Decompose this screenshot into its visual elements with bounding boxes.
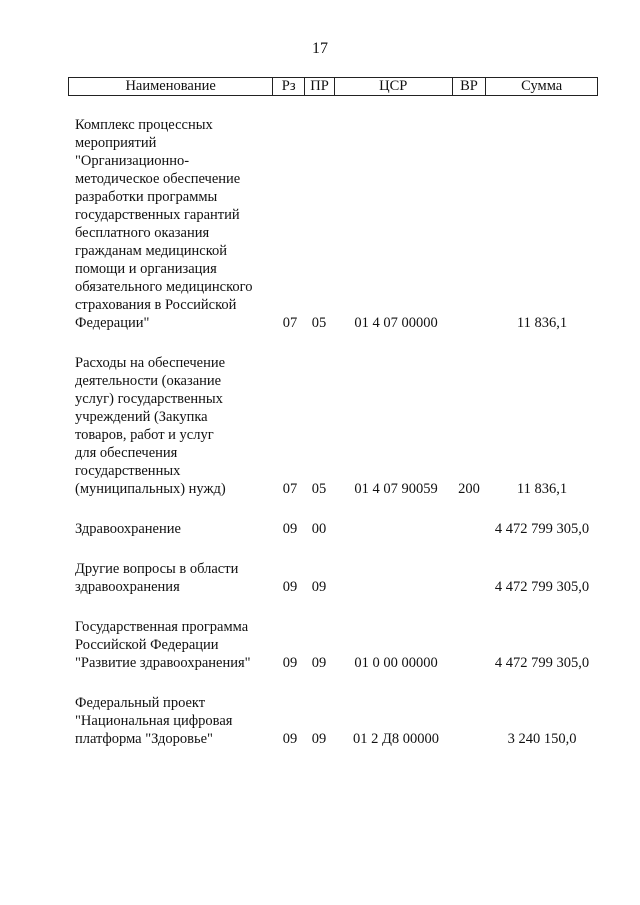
row-sum: 4 472 799 305,0 bbox=[494, 521, 590, 537]
header-pr: ПР bbox=[304, 78, 334, 95]
header-sum: Сумма bbox=[485, 78, 597, 95]
row-name: Здравоохранение bbox=[75, 521, 181, 537]
table-row bbox=[68, 560, 598, 596]
table-row bbox=[68, 618, 598, 672]
row-rz: 07 bbox=[282, 315, 298, 331]
table-header bbox=[68, 77, 598, 96]
table-row bbox=[68, 520, 598, 538]
row-pr: 09 bbox=[311, 655, 327, 671]
header-vr: ВР bbox=[452, 78, 486, 95]
page-number: 17 bbox=[312, 40, 328, 57]
row-rz: 09 bbox=[282, 655, 298, 671]
table-body bbox=[68, 116, 598, 748]
row-name: Государственная программа Российской Федерации "Развитие здравоохранения" bbox=[75, 619, 251, 671]
row-sum: 3 240 150,0 bbox=[507, 731, 577, 747]
row-name: Комплекс процессных мероприятий "Организационно- методическое обеспечение разработки программы государственных гарантий бесплатного оказания гражданам медицинской помощи и организация обязательного медицинского страхования в Российской Федерации" bbox=[75, 117, 253, 331]
row-name: Федеральный проект "Национальная цифровая платформа "Здоровье" bbox=[75, 695, 233, 747]
table-row bbox=[68, 354, 598, 498]
row-csr: 01 4 07 90059 bbox=[354, 481, 438, 497]
row-csr: 01 0 00 00000 bbox=[354, 655, 438, 671]
row-name: Расходы на обеспечение деятельности (оказание услуг) государственных учреждений (Закупка товаров, работ и услуг для обеспечения государственных (муниципальных) нужд) bbox=[75, 355, 226, 497]
header-rz: Рз bbox=[272, 78, 304, 95]
row-pr: 00 bbox=[311, 521, 327, 537]
row-sum: 4 472 799 305,0 bbox=[494, 655, 590, 671]
row-rz: 09 bbox=[282, 521, 298, 537]
row-pr: 05 bbox=[311, 481, 327, 497]
row-pr: 09 bbox=[311, 579, 327, 595]
row-sum: 4 472 799 305,0 bbox=[494, 579, 590, 595]
budget-table bbox=[68, 77, 598, 770]
row-name: Другие вопросы в области здравоохранения bbox=[75, 561, 239, 595]
row-sum: 11 836,1 bbox=[516, 481, 568, 497]
table-row bbox=[68, 116, 598, 332]
row-pr: 05 bbox=[311, 315, 327, 331]
row-rz: 07 bbox=[282, 481, 298, 497]
row-csr: 01 2 Д8 00000 bbox=[352, 731, 440, 747]
row-rz: 09 bbox=[282, 579, 298, 595]
header-csr: ЦСР bbox=[334, 78, 452, 95]
row-sum: 11 836,1 bbox=[516, 315, 568, 331]
table-row bbox=[68, 694, 598, 748]
header-name: Наименование bbox=[125, 78, 216, 94]
row-csr: 01 4 07 00000 bbox=[354, 315, 438, 331]
row-vr: 200 bbox=[458, 481, 480, 497]
row-pr: 09 bbox=[311, 731, 327, 747]
row-rz: 09 bbox=[282, 731, 298, 747]
